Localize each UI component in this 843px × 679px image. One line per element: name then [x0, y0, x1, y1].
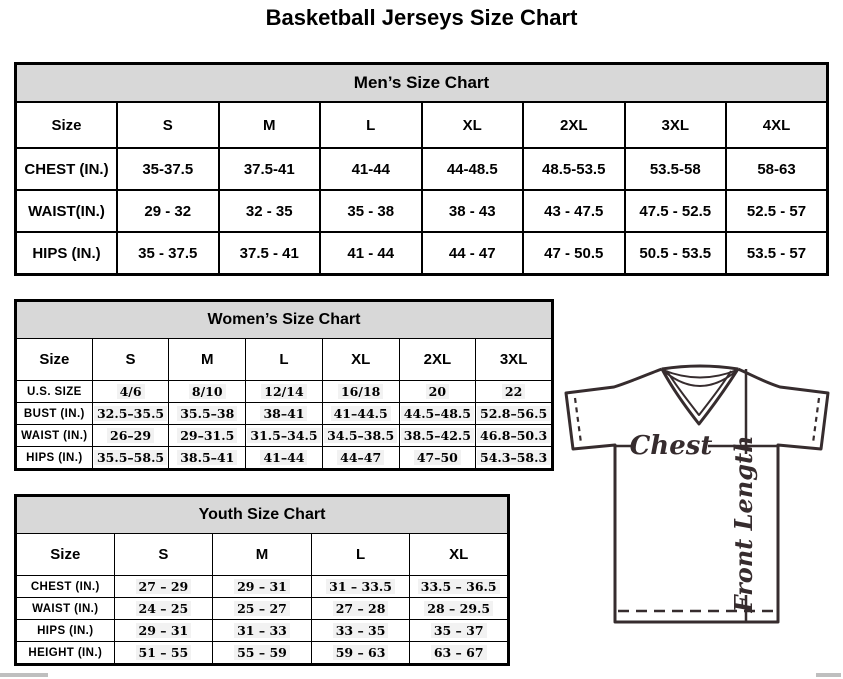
- row-label: CHEST (IN.): [16, 576, 115, 598]
- womens-size-table: [14, 299, 554, 471]
- cell-value-text: 52.8–56.5: [477, 406, 550, 421]
- front-length-label: Front Length: [729, 435, 758, 613]
- cell-value: [92, 403, 169, 425]
- table-title: Men’s Size Chart: [16, 64, 828, 103]
- chest-label: Chest: [629, 431, 713, 461]
- cell-value-text: 44–47: [337, 450, 384, 465]
- cell-value: [92, 447, 169, 470]
- cell-value-text: 35-37.5: [142, 160, 194, 178]
- cell-value: [213, 620, 312, 642]
- cell-value-text: 31 – 33: [234, 623, 290, 638]
- cell-value: [114, 642, 213, 665]
- cell-value: [311, 620, 410, 642]
- column-header: M: [219, 102, 321, 148]
- cell-value-text: 29 – 31: [234, 579, 290, 594]
- column-header: 4XL: [726, 102, 828, 148]
- cell-value: [169, 403, 246, 425]
- size-column-header: Size: [16, 534, 115, 576]
- column-header: S: [117, 102, 219, 148]
- cell-value: [246, 425, 323, 447]
- column-header: L: [311, 534, 410, 576]
- column-header-row: [16, 102, 828, 148]
- cell-value: [410, 576, 509, 598]
- row-label: HEIGHT (IN.): [16, 642, 115, 665]
- cell-value: [523, 232, 625, 275]
- cell-value-text: 50.5 - 53.5: [639, 244, 712, 262]
- cell-value-text: 44 - 47: [448, 244, 496, 262]
- cell-value-text: 32.5–35.5: [94, 406, 167, 421]
- cell-value: [213, 642, 312, 665]
- row-label: CHEST (IN.): [16, 148, 118, 190]
- cell-value: [625, 232, 727, 275]
- cell-value-text: 41–44: [260, 450, 307, 465]
- cell-value-text: 35.5–38: [177, 406, 237, 421]
- cell-value: [117, 148, 219, 190]
- cell-value: [219, 190, 321, 232]
- cell-value-text: 31 – 33.5: [326, 579, 395, 594]
- column-header: S: [114, 534, 213, 576]
- cell-value-text: 29 – 31: [136, 623, 192, 638]
- youth-size-table: [14, 494, 510, 666]
- column-header: S: [92, 339, 169, 381]
- column-header: M: [213, 534, 312, 576]
- collar-top-edge: [662, 366, 738, 369]
- cell-value-text: 35 - 37.5: [138, 244, 198, 262]
- cell-value: [311, 576, 410, 598]
- table-row: [16, 148, 828, 190]
- table-row: [16, 598, 509, 620]
- cell-value: [213, 598, 312, 620]
- cell-value: [476, 403, 553, 425]
- cell-value: [523, 190, 625, 232]
- cell-value-text: 44.5–48.5: [401, 406, 474, 421]
- table-row: [16, 576, 509, 598]
- cell-value-text: 27 – 28: [333, 601, 389, 616]
- cell-value: [726, 232, 828, 275]
- cell-value-text: 47.5 - 52.5: [639, 202, 712, 220]
- cell-value: [726, 190, 828, 232]
- cell-value: [322, 403, 399, 425]
- cell-value-text: 38–41: [260, 406, 307, 421]
- cell-value-text: 38.5–41: [177, 450, 237, 465]
- scrollbar-fragment-right[interactable]: [816, 673, 841, 677]
- row-label: HIPS (IN.): [16, 447, 93, 470]
- size-column-header: Size: [16, 102, 118, 148]
- cell-value-text: 48.5-53.5: [542, 160, 606, 178]
- cell-value-text: 33 – 35: [333, 623, 389, 638]
- column-header: XL: [410, 534, 509, 576]
- cell-value-text: 34.5–38.5: [324, 428, 397, 443]
- cell-value-text: 58-63: [757, 160, 796, 178]
- cell-value: [410, 642, 509, 665]
- cell-value-text: 44-48.5: [446, 160, 498, 178]
- cell-value-text: 47 - 50.5: [544, 244, 604, 262]
- column-header: 2XL: [399, 339, 476, 381]
- cell-value: [422, 190, 524, 232]
- mens-size-table: [14, 62, 829, 276]
- column-header-row: [16, 534, 509, 576]
- cell-value-text: 47–50: [414, 450, 461, 465]
- cell-value: [625, 190, 727, 232]
- table-row: [16, 425, 553, 447]
- cell-value: [476, 425, 553, 447]
- cell-value: [213, 576, 312, 598]
- cell-value: [320, 148, 422, 190]
- table-row: [16, 642, 509, 665]
- cell-value-text: 37.5 - 41: [239, 244, 299, 262]
- scrollbar-fragment-left[interactable]: [0, 673, 48, 677]
- cell-value: [114, 576, 213, 598]
- cell-value: [322, 447, 399, 470]
- cell-value-text: 53.5 - 57: [746, 244, 807, 262]
- table-title-row: [16, 301, 553, 339]
- table-row: [16, 232, 828, 275]
- table-row: [16, 620, 509, 642]
- cell-value: [117, 190, 219, 232]
- cell-value: [320, 190, 422, 232]
- collar-back-arc-1: [663, 370, 737, 378]
- cell-value: [399, 381, 476, 403]
- table-title: Women’s Size Chart: [16, 301, 553, 339]
- cell-value: [169, 381, 246, 403]
- column-header: 3XL: [625, 102, 727, 148]
- cell-value: [311, 642, 410, 665]
- cell-value: [322, 381, 399, 403]
- jersey-measurement-diagram: [556, 358, 843, 660]
- cell-value-text: 35 – 37: [431, 623, 487, 638]
- cell-value: [117, 232, 219, 275]
- cell-value-text: 51 – 55: [136, 645, 192, 660]
- cell-value: [92, 381, 169, 403]
- column-header: L: [246, 339, 323, 381]
- sleeve-hem-dash-right: [813, 398, 819, 443]
- cell-value: [246, 403, 323, 425]
- table-title: Youth Size Chart: [16, 496, 509, 534]
- cell-value-text: 41-44: [351, 160, 390, 178]
- row-label: WAIST (IN.): [16, 598, 115, 620]
- cell-value: [726, 148, 828, 190]
- table-row: [16, 190, 828, 232]
- cell-value-text: 35.5–58.5: [94, 450, 167, 465]
- column-header: 2XL: [523, 102, 625, 148]
- row-label: WAIST(IN.): [16, 190, 118, 232]
- size-column-header: Size: [16, 339, 93, 381]
- cell-value-text: 38.5–42.5: [401, 428, 474, 443]
- table-row: [16, 403, 553, 425]
- cell-value-text: 29 - 32: [144, 202, 192, 220]
- cell-value-text: 33.5 – 36.5: [418, 579, 500, 594]
- cell-value: [476, 381, 553, 403]
- cell-value-text: 28 – 29.5: [424, 601, 493, 616]
- cell-value-text: 31.5–34.5: [247, 428, 320, 443]
- cell-value-text: 38 - 43: [448, 202, 496, 220]
- cell-value: [169, 447, 246, 470]
- row-label: WAIST (IN.): [16, 425, 93, 447]
- cell-value: [219, 232, 321, 275]
- cell-value-text: 32 - 35: [245, 202, 293, 220]
- cell-value-text: 24 – 25: [136, 601, 192, 616]
- cell-value: [410, 598, 509, 620]
- cell-value: [114, 620, 213, 642]
- cell-value: [523, 148, 625, 190]
- column-header: XL: [422, 102, 524, 148]
- cell-value-text: 59 – 63: [333, 645, 389, 660]
- cell-value-text: 26–29: [107, 428, 154, 443]
- jersey-outline: [566, 369, 828, 622]
- cell-value-text: 16/18: [338, 384, 383, 399]
- cell-value: [422, 232, 524, 275]
- cell-value-text: 53.5-58: [649, 160, 701, 178]
- cell-value: [114, 598, 213, 620]
- cell-value: [219, 148, 321, 190]
- column-header: L: [320, 102, 422, 148]
- cell-value-text: 41 - 44: [347, 244, 395, 262]
- cell-value-text: 46.8–50.3: [477, 428, 550, 443]
- table-title-row: [16, 496, 509, 534]
- sleeve-hem-dash-left: [575, 398, 581, 443]
- column-header: M: [169, 339, 246, 381]
- cell-value-text: 37.5-41: [243, 160, 295, 178]
- cell-value-text: 27 – 29: [136, 579, 192, 594]
- table-row: [16, 447, 553, 470]
- cell-value: [320, 232, 422, 275]
- cell-value-text: 63 – 67: [431, 645, 487, 660]
- cell-value: [322, 425, 399, 447]
- cell-value-text: 4/6: [117, 384, 145, 399]
- row-label: BUST (IN.): [16, 403, 93, 425]
- cell-value-text: 41–44.5: [331, 406, 391, 421]
- page-title: Basketball Jerseys Size Chart: [265, 5, 578, 30]
- cell-value-text: 12/14: [261, 384, 306, 399]
- cell-value: [399, 403, 476, 425]
- column-header: XL: [322, 339, 399, 381]
- table-row: [16, 381, 553, 403]
- cell-value: [311, 598, 410, 620]
- row-label: U.S. SIZE: [16, 381, 93, 403]
- cell-value-text: 22: [502, 384, 525, 399]
- column-header-row: [16, 339, 553, 381]
- cell-value: [625, 148, 727, 190]
- cell-value-text: 8/10: [189, 384, 226, 399]
- cell-value-text: 54.3–58.3: [477, 450, 550, 465]
- cell-value-text: 29–31.5: [177, 428, 237, 443]
- cell-value: [399, 425, 476, 447]
- table-title-row: [16, 64, 828, 103]
- cell-value-text: 43 - 47.5: [544, 202, 604, 220]
- cell-value: [246, 381, 323, 403]
- cell-value-text: 52.5 - 57: [746, 202, 807, 220]
- cell-value-text: 20: [426, 384, 449, 399]
- cell-value-text: 25 – 27: [234, 601, 290, 616]
- cell-value: [422, 148, 524, 190]
- cell-value: [399, 447, 476, 470]
- cell-value: [476, 447, 553, 470]
- cell-value: [169, 425, 246, 447]
- cell-value: [246, 447, 323, 470]
- cell-value: [410, 620, 509, 642]
- cell-value-text: 35 - 38: [347, 202, 395, 220]
- row-label: HIPS (IN.): [16, 232, 118, 275]
- row-label: HIPS (IN.): [16, 620, 115, 642]
- cell-value-text: 55 – 59: [234, 645, 290, 660]
- cell-value: [92, 425, 169, 447]
- column-header: 3XL: [476, 339, 553, 381]
